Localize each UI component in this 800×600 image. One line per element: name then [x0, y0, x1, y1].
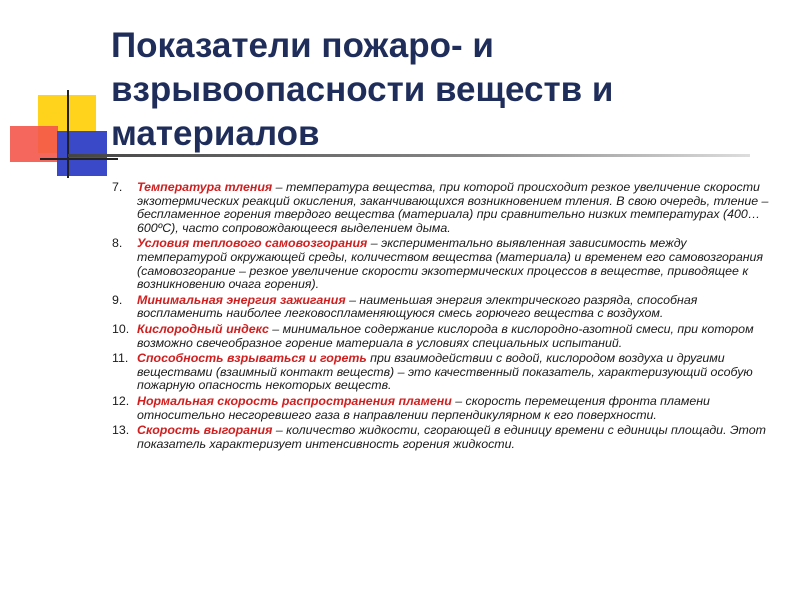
item-term: Условия теплового самовозгорания: [137, 236, 368, 251]
item-term: Нормальная скорость распространения пламени: [137, 393, 452, 408]
decor-horizontal-line: [40, 158, 118, 160]
item-description: – экспериментально выявленная зависимость между температурой окружающей среды, количеством вещества (материала) и временем его самовозгорания (самовозгорание – резкое увеличение скорости экзотермических процессов в веществе, приводящее к возникновению очага горения).: [137, 236, 764, 292]
list-item: [112, 181, 780, 235]
item-term: Скорость выгорания: [137, 423, 273, 438]
list-item: [112, 237, 780, 291]
item-number: 11.: [112, 351, 129, 366]
item-description: – наименьшая энергия электрического разряда, способная воспламенить наиболее легковоспламеняющуюся смесь горючего вещества с воздухом.: [137, 292, 698, 321]
item-description: при взаимодействии с водой, кислородом воздуха и другими веществами (взаимный контакт веществ) – это качественный показатель, характеризующий особую пожарную опасность некоторых веществ.: [137, 351, 753, 393]
decor-vertical-line: [67, 90, 69, 178]
item-number: 13.: [112, 423, 130, 438]
item-term: Температура тления: [137, 180, 273, 194]
title-line: взрывоопасности веществ и: [111, 70, 614, 109]
list-item: [112, 352, 780, 393]
slide-title: [111, 24, 751, 156]
item-term: Кислородный индекс: [137, 321, 269, 336]
title-line: материалов: [111, 114, 320, 153]
item-number: 9.: [112, 292, 123, 307]
title-line: Показатели пожаро- и: [111, 26, 494, 65]
list-item: [112, 395, 780, 422]
item-number: 7.: [112, 180, 123, 194]
list-item: [112, 424, 780, 451]
title-underline: [68, 154, 750, 157]
decor-red-square: [10, 126, 58, 162]
item-term: Минимальная энергия зажигания: [137, 292, 346, 307]
item-number: 12.: [112, 393, 130, 408]
item-term: Способность взрываться и гореть: [137, 351, 367, 366]
list-item: [112, 294, 780, 321]
item-description: – минимальное содержание кислорода в кислородно-азотной смеси, при котором возможно свечеобразное горение материала в условиях специальных испытаний.: [137, 321, 754, 350]
content-list: [112, 181, 780, 453]
list-item: [112, 323, 780, 350]
item-description: – скорость перемещения фронта пламени относительно несгоревшего газа в направлении перпендикулярном к его поверхности.: [137, 393, 710, 422]
item-description: – температура вещества, при которой происходит резкое увеличение скорости экзотермических реакций окисления, заканчивающихся возникновением тления. В свою очередь, тление – беспламенное горения твердого вещества (материала) при сравнительно низких температурах (400…600ºС), часто сопровождающееся выделением дыма.: [137, 180, 769, 235]
item-number: 8.: [112, 236, 123, 251]
item-number: 10.: [112, 321, 130, 336]
item-description: – количество жидкости, сгорающей в единицу времени с единицы площади. Этот показатель характеризует интенсивность горения жидкости.: [137, 423, 766, 451]
